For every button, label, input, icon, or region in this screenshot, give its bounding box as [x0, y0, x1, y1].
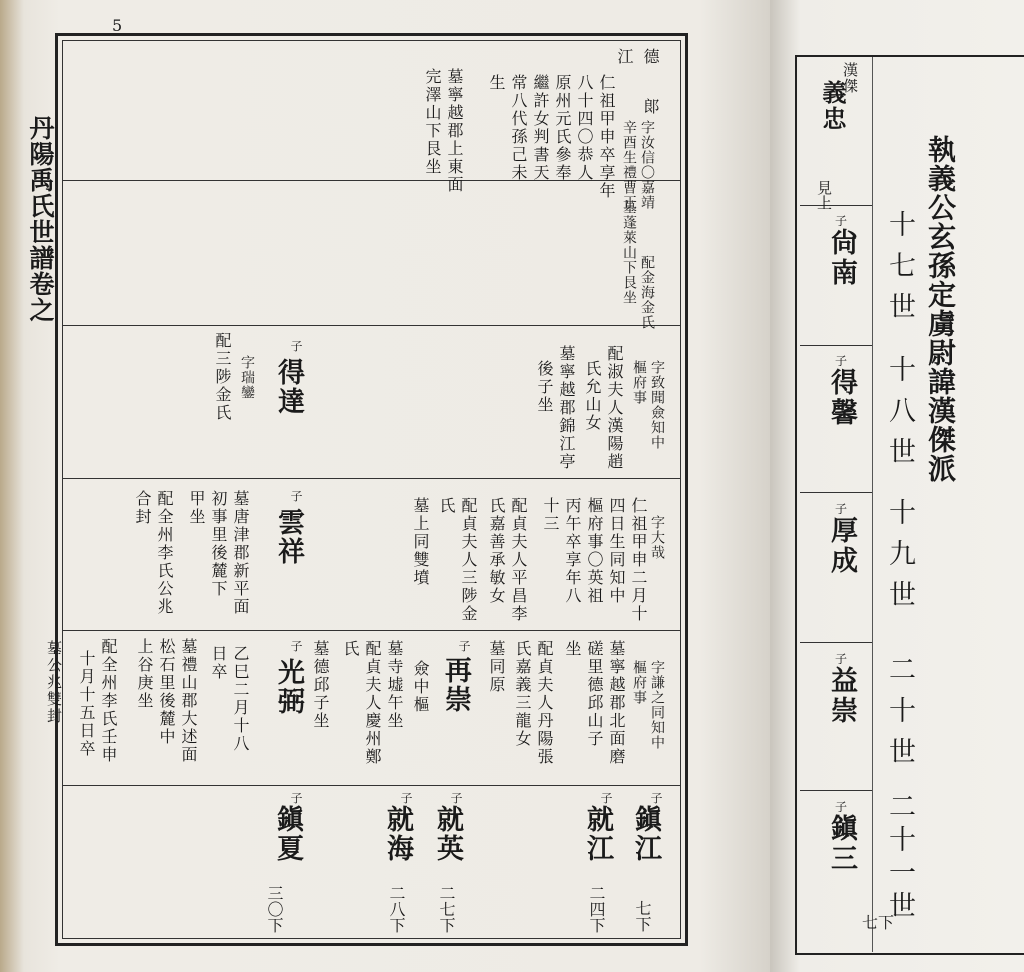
entry-line: 四日生同知中	[607, 497, 626, 605]
son-mark: 子	[399, 792, 413, 804]
son-mark: 子	[599, 792, 613, 804]
book-side-title: 丹陽禹氏世譜卷之	[26, 115, 55, 323]
tier-divider	[800, 492, 872, 493]
person-name: 得達	[273, 358, 304, 416]
person-name: 光弼	[273, 658, 304, 716]
generation-label: 十八世	[884, 355, 915, 478]
entry-line: 辛酉生禮曹正	[621, 120, 637, 210]
entry-line: 氏	[341, 640, 360, 658]
column-divider	[872, 57, 873, 952]
entry-line: 完澤山下艮坐	[423, 68, 442, 176]
entry-line: 松石里後麓中	[157, 638, 176, 746]
entry-line: 十三	[541, 497, 560, 533]
son-mark: 子	[835, 214, 848, 228]
entry-line: 乙巳二月十八	[231, 645, 250, 753]
entry-line: 字瑞鑾	[239, 355, 255, 400]
entry-line: 氏嘉義三龍女	[513, 640, 532, 748]
entry-line: 字大哉	[649, 515, 665, 560]
son-mark: 子	[835, 652, 848, 666]
person-name: 再崇	[440, 656, 471, 714]
son-mark: 子	[835, 354, 848, 368]
header-name: 義忠	[818, 80, 847, 132]
entry-line: 配貞夫人三陟金	[459, 497, 478, 623]
entry-line: 氏	[437, 497, 456, 515]
entry-line: 氏嘉善承敏女	[487, 497, 506, 605]
person-name: 尙南	[826, 228, 857, 288]
person-name: 就英	[432, 805, 463, 863]
entry-line: 配全州李氏公兆	[155, 490, 174, 616]
entry-line: 墓寧越郡北面磨	[607, 640, 626, 766]
entry-line: 墓寺墟午坐	[385, 640, 404, 730]
son-mark: 子	[289, 640, 303, 652]
entry-line: 初事里後麓下	[209, 490, 228, 598]
son-mark: 子	[289, 340, 303, 352]
entry-line: 配貞夫人丹陽張	[535, 640, 554, 766]
entry-line: 合封	[133, 490, 152, 526]
page-ref: 七下	[862, 913, 895, 932]
entry-line: 墓公兆雙封	[45, 640, 63, 725]
entry-line: 丙午卒享年八	[563, 497, 582, 605]
son-mark: 子	[289, 490, 303, 502]
entry-title-char: 郞	[641, 98, 660, 116]
entry-line: 日卒	[209, 645, 228, 681]
page-ref: 三〇下	[265, 885, 284, 933]
page-ref: 二七下	[437, 885, 456, 933]
tier-divider	[62, 478, 681, 479]
entry-line: 上谷庚坐	[135, 638, 154, 710]
entry-line: 原州元氏參奉	[553, 74, 572, 182]
entry-line: 配金海金氏	[639, 255, 655, 330]
person-name: 雲祥	[273, 508, 304, 566]
entry-line: 墓德邱子坐	[311, 640, 330, 730]
entry-name-char: 德	[641, 48, 660, 66]
person-name: 就江	[582, 805, 613, 863]
person-name: 益崇	[826, 666, 857, 726]
person-name: 鎭三	[826, 814, 857, 874]
person-name: 鎭江	[630, 805, 661, 863]
entry-line: 墓同原	[487, 640, 506, 694]
entry-line: 坐	[563, 640, 582, 658]
son-mark: 子	[457, 640, 471, 652]
person-name: 鎭夏	[272, 805, 303, 863]
tier-divider	[800, 205, 872, 206]
son-mark: 子	[835, 502, 848, 516]
see-above-note: 見上	[815, 180, 833, 210]
entry-line: 僉中樞	[411, 660, 430, 714]
entry-line: 字謙之同知中	[649, 660, 665, 750]
person-name: 厚成	[826, 516, 857, 576]
entry-line: 墓唐津郡新平面	[231, 490, 250, 616]
entry-line: 仁祖甲申卒享年	[597, 74, 616, 200]
generation-label: 十七世	[884, 210, 915, 333]
entry-line: 樞府事	[631, 660, 647, 705]
entry-line: 氏允山女	[583, 360, 602, 432]
page-number: 5	[112, 16, 123, 35]
entry-line: 甲坐	[187, 490, 206, 526]
page-ref: 七下	[633, 900, 652, 932]
entry-line: 樞府事	[631, 360, 647, 405]
entry-line: 樞府事〇英祖	[585, 497, 604, 605]
generation-label: 二十一世	[884, 792, 915, 924]
entry-line: 生	[487, 74, 506, 92]
tier-divider	[800, 345, 872, 346]
generation-label: 十九世	[884, 498, 915, 621]
entry-line: 墓蓬萊山下艮坐	[621, 200, 637, 305]
page-ref: 二八下	[387, 885, 406, 933]
entry-line: 磋里德邱山子	[585, 640, 604, 748]
entry-line: 配貞夫人平昌李	[509, 497, 528, 623]
person-name: 得馨	[826, 368, 857, 428]
header-small-name: 漢傑	[841, 62, 859, 94]
lineage-title: 執義公玄孫定虜尉諱漢傑派	[924, 135, 957, 483]
entry-line: 後子坐	[535, 360, 554, 414]
tier-divider	[800, 790, 872, 791]
entry-line: 配淑夫人漢陽趙	[605, 345, 624, 471]
son-mark: 子	[649, 792, 663, 804]
son-mark: 子	[289, 792, 303, 804]
tier-divider	[62, 785, 681, 786]
entry-line: 配貞夫人慶州鄭	[363, 640, 382, 766]
entry-line: 墓上同雙墳	[411, 497, 430, 587]
entry-line: 配三陟金氏	[213, 332, 232, 422]
entry-line: 繼許女判書天	[531, 74, 550, 182]
tier-divider	[62, 630, 681, 631]
son-mark: 子	[449, 792, 463, 804]
entry-name-char: 江	[615, 48, 634, 66]
tier-divider	[62, 325, 681, 326]
entry-line: 十月十五日卒	[77, 650, 96, 758]
entry-line: 八十四〇恭人	[575, 74, 594, 182]
entry-line: 墓寧越郡錦江亭	[557, 345, 576, 471]
entry-line: 仁祖甲申二月十	[629, 497, 648, 623]
son-mark: 子	[835, 800, 848, 814]
page-ref: 二四下	[587, 885, 606, 933]
tier-divider	[800, 642, 872, 643]
generation-label: 二十世	[884, 655, 915, 778]
entry-line: 墓禮山郡大述面	[179, 638, 198, 764]
entry-line: 字汝信〇嘉靖	[639, 120, 655, 210]
entry-line: 字致聞僉知中	[649, 360, 665, 450]
entry-line: 配全州李氏壬申	[99, 638, 118, 764]
entry-line: 墓寧越郡上東面	[445, 68, 464, 194]
person-name: 就海	[382, 805, 413, 863]
entry-line: 常八代孫己未	[509, 74, 528, 182]
